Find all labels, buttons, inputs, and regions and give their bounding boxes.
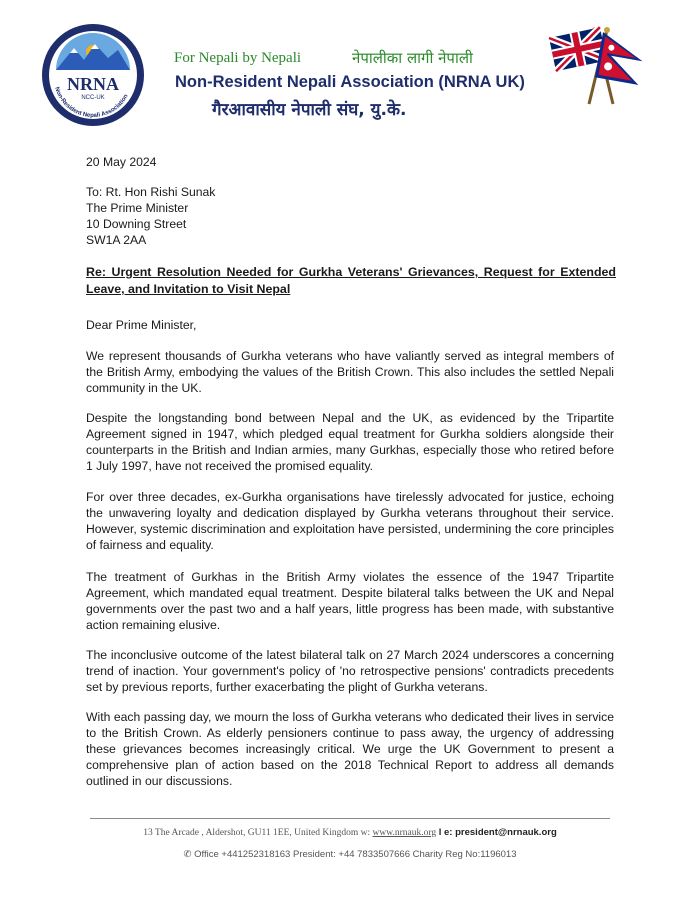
paragraph: We represent thousands of Gurkha veterans who have valiantly served as integral members of the British Army, embodying the values of the British Crown. This also includes the settled Nepali community in the UK.: [86, 349, 614, 395]
logo-ring-text: Non-Resident Nepali Association: [53, 86, 130, 120]
address-line: 10 Downing Street: [86, 217, 187, 231]
tagline-nepali: नेपालीका लागी नेपाली: [352, 49, 473, 67]
paragraph: The treatment of Gurkhas in the British Army violates the essence of the 1947 Tripartite Agreement, which mandated equal treatment. Despite bilateral talks between the UK and Nepal governments over the past two and a half years, little progress has been made, with substantive action remaining elusive.: [86, 570, 614, 632]
salutation: Dear Prime Minister,: [86, 318, 197, 332]
footer-address: 13 The Arcade , Aldershot, GU11 1EE, United Kingdom w:: [143, 828, 373, 838]
letter-subject: Re: Urgent Resolution Needed for Gurkha Veterans' Grievances, Request for Extended Leave, and Invitation to Visit Nepal: [86, 265, 616, 296]
address-line: The Prime Minister: [86, 201, 189, 215]
recipient-address: [86, 184, 215, 248]
letter-date: 20 May 2024: [86, 155, 157, 169]
paragraph: The inconclusive outcome of the latest bilateral talk on 27 March 2024 underscores a concerning trend of inaction. Your government's policy of 'no retrospective pensions' contradicts precedents set by previous reports, further exacerbating the plight of Gurkha veterans.: [86, 648, 614, 694]
logo-subtext: NCC-UK: [81, 95, 105, 101]
paragraph: With each passing day, we mourn the loss of Gurkha veterans who dedicated their lives in service to the British Crown. As elderly pensioners continue to pass away, the urgency of addressing these grievances becomes increasingly critical. We urge the UK Government to present a comprehensive plan of action based on the 2018 Technical Report to address all demands outlined in our discussions.: [86, 710, 614, 788]
footer-website-link[interactable]: www.nrnauk.org: [372, 828, 437, 838]
tagline-english: For Nepali by Nepali: [174, 50, 302, 66]
footer-phone-line: ✆ Office +441252318163 President: +44 7833507666 Charity Reg No:1196013: [183, 849, 517, 860]
nepal-flag: [595, 32, 646, 85]
organisation-name-english: Non-Resident Nepali Association (NRNA UK): [175, 73, 525, 91]
footer-divider: [90, 818, 610, 819]
address-line: To: Rt. Hon Rishi Sunak: [86, 185, 216, 199]
paragraph: Despite the longstanding bond between Nepal and the UK, as evidenced by the Tripartite Agreement signed in 1947, which pledged equal treatment for Gurkha soldiers alongside their counterparts in the British and Indian armies, many Gurkhas, especially those who retired before 1 July 1997, have not received the promised equality.: [86, 411, 614, 473]
address-line: SW1A 2AA: [86, 233, 147, 247]
nrna-logo: [40, 22, 146, 128]
logo-text: NRNA: [67, 74, 119, 94]
organisation-name-nepali: गैरआवासीय नेपाली संघ, यु.के.: [212, 100, 407, 120]
footer-email[interactable]: l e: president@nrnauk.org: [436, 827, 557, 838]
crossed-flags-icon: [543, 24, 659, 106]
paragraph: For over three decades, ex-Gurkha organisations have tirelessly advocated for justice, echoing the unwavering loyalty and dedication displayed by Gurkha veterans throughout their service. However, systemic discrimination and exploitation have persisted, undermining the core principles of fairness and equality.: [86, 490, 614, 552]
footer-contact-line: [0, 827, 700, 838]
